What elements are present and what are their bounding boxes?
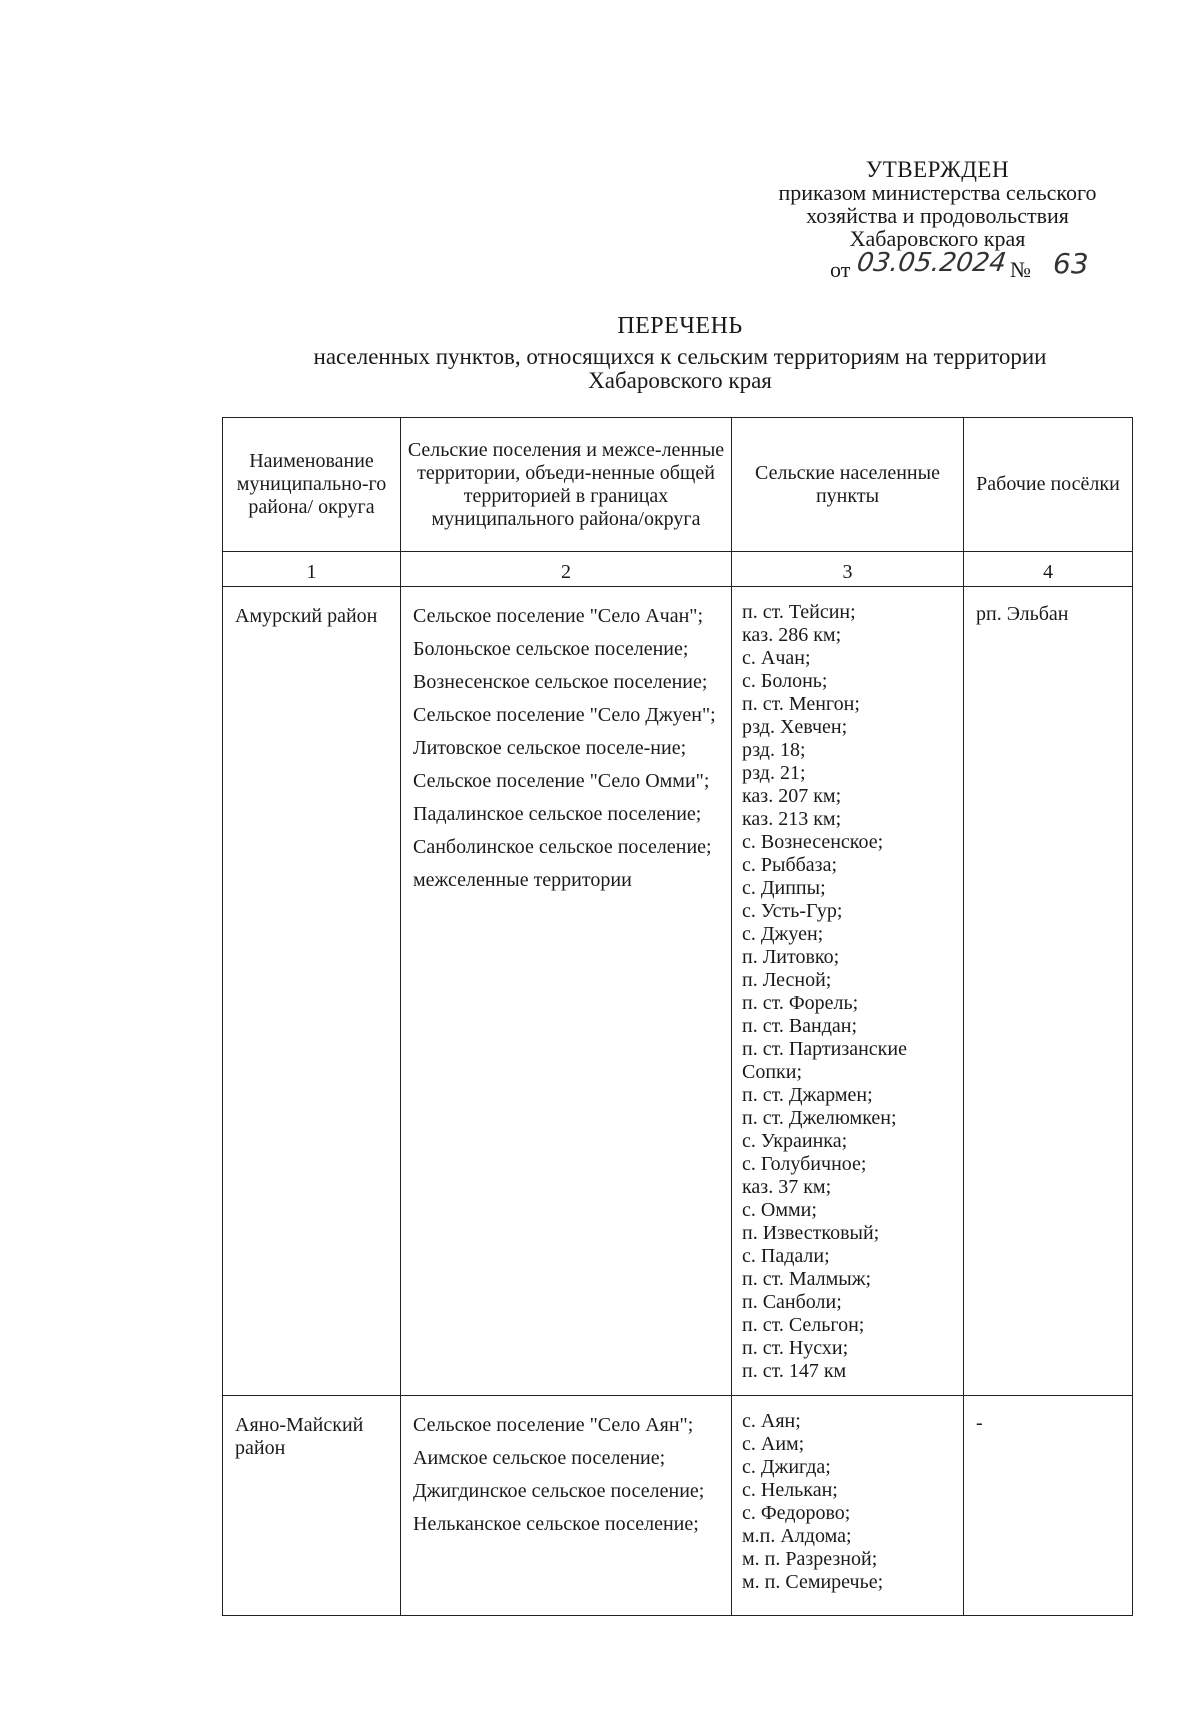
settlement-item: Падалинское сельское поселение; xyxy=(413,803,702,825)
localities-cell xyxy=(732,587,964,1396)
locality-item: каз. 37 км; xyxy=(742,1176,832,1198)
settlement-item: Сельское поселение "Село Джуен"; xyxy=(413,704,716,726)
locality-item: каз. 213 км; xyxy=(742,808,842,830)
header-settlements: Сельские поселения и межсе-ленные территории, объеди-ненные общей территорией в границах муниципального района/округа xyxy=(401,418,732,552)
approval-line-3: Хабаровского края xyxy=(849,226,1026,251)
locality-item: с. Аян; xyxy=(742,1410,801,1432)
locality-item: с. Усть-Гур; xyxy=(742,900,843,922)
locality-item: с. Аим; xyxy=(742,1433,805,1455)
settlement-item: Джигдинское сельское поселение; xyxy=(413,1480,705,1502)
number-sign: № xyxy=(1010,257,1031,282)
locality-item: каз. 286 км; xyxy=(742,624,842,646)
locality-item: п. Литовко; xyxy=(742,946,840,968)
header-localities: Сельские населенные пункты xyxy=(732,418,964,552)
locality-item: п. ст. 147 км xyxy=(742,1360,847,1382)
subtitle-line-2: Хабаровского края xyxy=(588,368,772,393)
locality-item: п. ст. Малмыж; xyxy=(742,1268,872,1290)
order-number: 63 xyxy=(1053,247,1089,280)
settlement-item: Болоньское сельское поселение; xyxy=(413,638,689,660)
subtitle-line-1: населенных пунктов, относящихся к сельским территориям на территории xyxy=(313,344,1047,369)
document-subtitle xyxy=(230,345,1130,393)
locality-item: с. Вознесенское; xyxy=(742,831,884,853)
settlements-cell xyxy=(401,1396,732,1616)
settlements-table xyxy=(222,417,1133,1616)
locality-item: м.п. Алдома; xyxy=(742,1525,852,1547)
locality-item: каз. 207 км; xyxy=(742,785,842,807)
date-prefix: от xyxy=(830,257,851,282)
locality-item: с. Голубичное; xyxy=(742,1153,867,1175)
locality-item: с. Ачан; xyxy=(742,647,811,669)
locality-item: м. п. Семиречье; xyxy=(742,1571,884,1593)
header-work-settlements: Рабочие посёлки xyxy=(964,418,1133,552)
locality-item: с. Омми; xyxy=(742,1199,817,1221)
settlement-item: межселенные территории xyxy=(413,869,632,891)
locality-item: п. Санболи; xyxy=(742,1291,842,1313)
locality-item: п. ст. Джелюмкен; xyxy=(742,1107,897,1129)
table-row xyxy=(223,587,1133,1396)
locality-item: с. Рыббаза; xyxy=(742,854,837,876)
column-number-row xyxy=(223,552,1133,587)
approval-date-line xyxy=(735,247,1140,290)
locality-item: с. Джигда; xyxy=(742,1456,831,1478)
locality-item: с. Диппы; xyxy=(742,877,826,899)
settlement-item: Сельское поселение "Село Аян"; xyxy=(413,1414,694,1436)
settlement-item: Сельское поселение "Село Ачан"; xyxy=(413,605,704,627)
settlements-cell xyxy=(401,587,732,1396)
settlement-item: Литовское сельское поселе-ние; xyxy=(413,737,687,759)
table-row xyxy=(223,1396,1133,1616)
approval-date: 03.05.2024 xyxy=(854,248,1009,278)
approval-title: УТВЕРЖДЕН xyxy=(865,157,1010,182)
locality-item: п. Известковый; xyxy=(742,1222,880,1244)
settlement-item: Вознесенское сельское поселение; xyxy=(413,671,708,693)
table-header-row xyxy=(223,418,1133,552)
locality-item: с. Болонь; xyxy=(742,670,828,692)
settlement-item: Сельское поселение "Село Омми"; xyxy=(413,770,710,792)
localities-cell xyxy=(732,1396,964,1616)
approval-line-2: хозяйства и продовольствия xyxy=(806,203,1069,228)
settlement-item: Аимское сельское поселение; xyxy=(413,1447,666,1469)
settlement-item: Нельканское сельское поселение; xyxy=(413,1513,699,1535)
work-settlements-cell: - xyxy=(964,1396,1133,1616)
district-cell: Аяно-Майский район xyxy=(223,1396,401,1616)
header-district: Наименование муниципально-го района/ округа xyxy=(223,418,401,552)
locality-item: рзд. 18; xyxy=(742,739,806,761)
locality-item: с. Падали; xyxy=(742,1245,830,1267)
locality-item: п. ст. Вандан; xyxy=(742,1015,858,1037)
locality-item: п. ст. Партизанские Сопки; xyxy=(742,1038,907,1083)
column-number: 3 xyxy=(732,552,964,587)
work-settlements-cell: рп. Эльбан xyxy=(964,587,1133,1396)
approval-line-1: приказом министерства сельского xyxy=(778,180,1097,205)
document-title: ПЕРЕЧЕНЬ xyxy=(617,313,743,339)
approval-stamp xyxy=(735,158,1140,290)
settlement-item: Санболинское сельское поселение; xyxy=(413,836,712,858)
locality-item: п. ст. Тейсин; xyxy=(742,601,856,623)
locality-item: с. Нелькан; xyxy=(742,1479,838,1501)
locality-item: с. Украинка; xyxy=(742,1130,848,1152)
locality-item: с. Федорово; xyxy=(742,1502,851,1524)
column-number: 1 xyxy=(223,552,401,587)
locality-item: п. ст. Нусхи; xyxy=(742,1337,849,1359)
locality-item: с. Джуен; xyxy=(742,923,824,945)
locality-item: п. ст. Джармен; xyxy=(742,1084,873,1106)
locality-item: м. п. Разрезной; xyxy=(742,1548,878,1570)
column-number: 4 xyxy=(964,552,1133,587)
locality-item: п. ст. Форель; xyxy=(742,992,859,1014)
district-cell: Амурский район xyxy=(223,587,401,1396)
locality-item: п. ст. Сельгон; xyxy=(742,1314,865,1336)
locality-item: рзд. 21; xyxy=(742,762,806,784)
locality-item: п. ст. Менгон; xyxy=(742,693,860,715)
locality-item: рзд. Хевчен; xyxy=(742,716,848,738)
column-number: 2 xyxy=(401,552,732,587)
locality-item: п. Лесной; xyxy=(742,969,832,991)
